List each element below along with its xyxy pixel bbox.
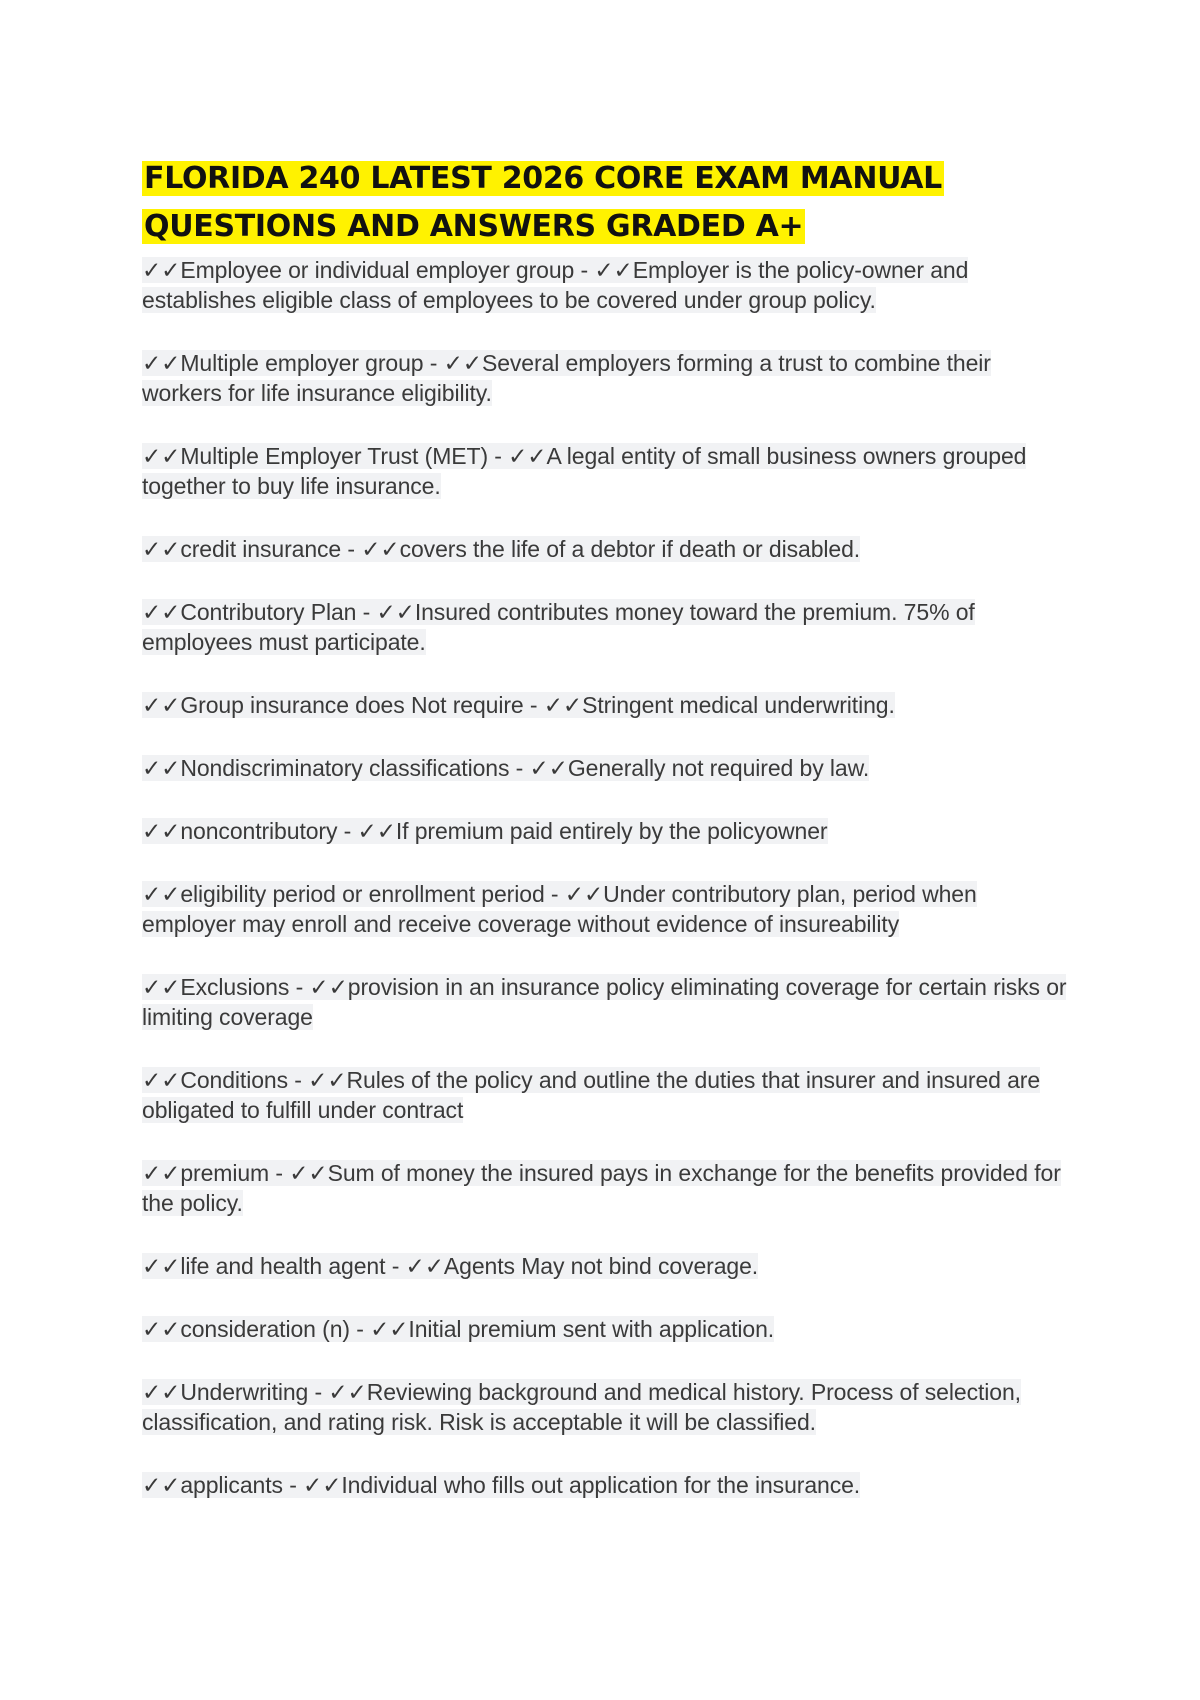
qa-entry (142, 972, 1072, 1032)
qa-entry-text: ✓✓credit insurance - ✓✓covers the life of a debtor if death or disabled. (142, 536, 861, 562)
qa-entry (142, 1251, 1072, 1281)
qa-entry (142, 441, 1072, 501)
qa-entry (142, 348, 1072, 408)
qa-entry (142, 1158, 1072, 1218)
title-line-1: FLORIDA 240 LATEST 2026 CORE EXAM MANUAL (144, 161, 943, 196)
qa-entry (142, 690, 1072, 720)
document-title (142, 155, 1072, 251)
qa-entry-text: ✓✓consideration (n) - ✓✓Initial premium sent with application. (142, 1316, 775, 1342)
qa-entry-text: ✓✓Underwriting - ✓✓Reviewing background and medical history. Process of selection, classification, and rating risk. Risk is acceptable it will be classified. (142, 1379, 1021, 1435)
qa-entry-text: ✓✓Exclusions - ✓✓provision in an insurance policy eliminating coverage for certain risks or limiting coverage (142, 974, 1067, 1030)
qa-entry-text: ✓✓Multiple Employer Trust (MET) - ✓✓A legal entity of small business owners grouped together to buy life insurance. (142, 443, 1027, 499)
qa-entry (142, 534, 1072, 564)
qa-entry (142, 753, 1072, 783)
qa-list (142, 255, 1072, 1500)
qa-entry-text: ✓✓eligibility period or enrollment period - ✓✓Under contributory plan, period when employer may enroll and receive coverage without evidence of insureability (142, 881, 977, 937)
qa-entry (142, 879, 1072, 939)
qa-entry (142, 1065, 1072, 1125)
qa-entry (142, 816, 1072, 846)
qa-entry (142, 1470, 1072, 1500)
qa-entry (142, 1314, 1072, 1344)
qa-entry-text: ✓✓Conditions - ✓✓Rules of the policy and outline the duties that insurer and insured are obligated to fulfill under contract (142, 1067, 1041, 1123)
qa-entry-text: ✓✓Nondiscriminatory classifications - ✓✓Generally not required by law. (142, 755, 870, 781)
qa-entry-text: ✓✓Contributory Plan - ✓✓Insured contributes money toward the premium. 75% of employees must participate. (142, 599, 975, 655)
qa-entry (142, 1377, 1072, 1437)
document-page (142, 155, 1072, 1533)
qa-entry-text: ✓✓applicants - ✓✓Individual who fills out application for the insurance. (142, 1472, 861, 1498)
qa-entry (142, 597, 1072, 657)
qa-entry-text: ✓✓life and health agent - ✓✓Agents May not bind coverage. (142, 1253, 759, 1279)
qa-entry (142, 255, 1072, 315)
qa-entry-text: ✓✓noncontributory - ✓✓If premium paid entirely by the policyowner (142, 818, 828, 844)
qa-entry-text: ✓✓Group insurance does Not require - ✓✓Stringent medical underwriting. (142, 692, 895, 718)
qa-entry-text: ✓✓Multiple employer group - ✓✓Several employers forming a trust to combine their workers for life insurance eligibility. (142, 350, 991, 406)
qa-entry-text: ✓✓premium - ✓✓Sum of money the insured pays in exchange for the benefits provided for the policy. (142, 1160, 1061, 1216)
qa-entry-text: ✓✓Employee or individual employer group - ✓✓Employer is the policy-owner and establishes eligible class of employees to be covered under group policy. (142, 257, 969, 313)
title-line-2: QUESTIONS AND ANSWERS GRADED A+ (144, 209, 804, 244)
